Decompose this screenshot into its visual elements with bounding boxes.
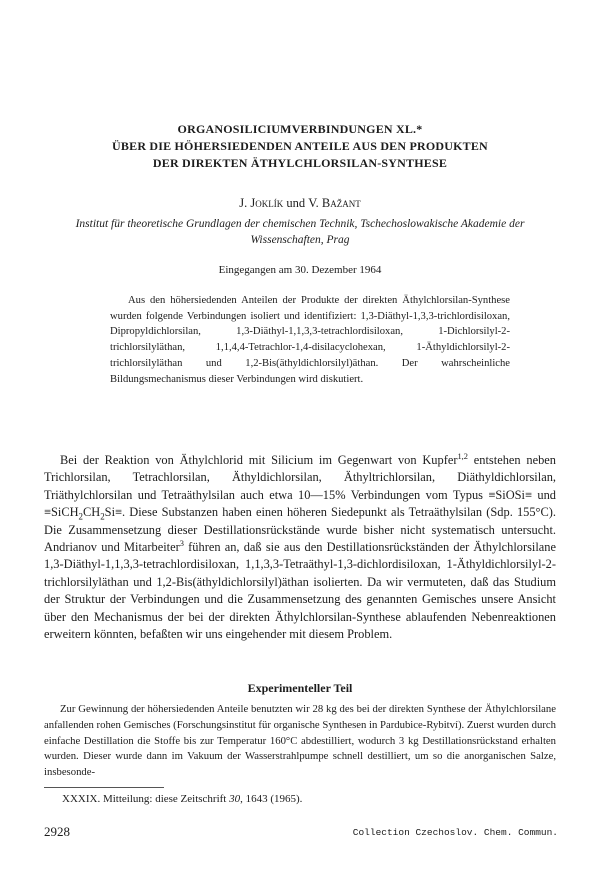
journal-name: Collection Czechoslov. Chem. Commun.: [352, 827, 558, 838]
body-text-b: entstehen neben Trichlorsilan, Tetrachlorsilan, Äthyldichlorsilan, Äthyltrichlorsilan, Diäthyldichlorsilan, Triäthylchlorsilan und Tetraäthylsilan auch etwa 10—15% Verbindungen vom Typus ≡SiOSi≡ und ≡SiCH: [44, 453, 556, 520]
subscript-2a: 2: [78, 511, 83, 522]
author-connector: und: [286, 196, 306, 210]
authors: [40, 196, 560, 211]
body-paragraph: [44, 452, 556, 643]
body-text-a: Bei der Reaktion von Äthylchlorid mit Silicium im Gegenwart von Kupfer: [60, 453, 458, 467]
citation-1-2: 1,2: [457, 450, 468, 461]
author-2: V. Bažant: [308, 196, 361, 210]
section-heading: Experimenteller Teil: [247, 681, 353, 695]
experimental-paragraph: Zur Gewinnung der höhersiedenden Anteile benutzten wir 28 kg des bei der direkten Synthese der Äthylchlorsilane anfallenden rohen Gemisches (Forschungsinstitut für organische Synthesen in Pardubice-Rybitví). Zuerst wurden durch einfache Destillation die Stoffe bis zur Temperatur 160°C abdestilliert, wodurch 3 kg Destillationsrückstand erhalten wurden. Dieser wurde dann im Vakuum der Wasserstrahlpumpe schnell destilliert, um so die anorganischen Salze, insbesonde-: [44, 703, 556, 779]
footnote-volume: 30: [229, 793, 241, 805]
body-text-e: führen an, daß sie aus den Destillationsrückständen der Äthylchlorsilane 1,3-Diäthyl-1,1,3,3-tetrachlordisiloxan, 1,1,3,3-Tetraäthyl-1,3-dichlordisiloxan, 1-Äthyldichlorsilyl-2-trichlorsilyläthan und 1,2-Bis(äthyldichlorsilyl)äthan isolierten. Da wir vermuteten, daß das Studium der Struktur der Verbindungen und die Zusammensetzung des genannten Gemisches unsere Ansicht über den Mechanismus der bei der direkten Äthylchlorsilan-Synthese ablaufenden Nebenreaktionen erweitern könnten, befaßten wir uns eingehender mit diesem Problem.: [44, 540, 556, 642]
author-1: J. Joklík: [239, 196, 284, 210]
footnote-rule: [44, 787, 164, 788]
affiliation: Institut für theoretische Grundlagen der chemischen Technik, Tschechoslowakische Akademie der Wissenschaften, Prag: [75, 218, 525, 246]
body-text-d: Si≡. Diese Substanzen haben einen höheren Siedepunkt als Tetraäthylsilan (Sdp. 155°C). Die Zusammensetzung dieser Destillationsrückstände wurde bisher nicht systematisch untersucht. Andrianov und Mitarbeiter: [44, 505, 556, 555]
abstract: Aus den höhersiedenden Anteilen der Produkte der direkten Äthylchlorsilan-Synthese wurden folgende Verbindungen isoliert und identifiziert: 1,3-Diäthyl-1,3,3-trichlordisiloxan, Dipropyldichlorsilan, 1,3-Diäthyl-1,1,3,3-tetrachlordisiloxan, 1-Dichlorsilyl-2-trichlorsilyläthan, 1,1,4,4-Tetrachlor-1,4-disilacyclohexan, 1-Äthyldichlorsilyl-2-trichlorsilyläthan und 1,2-Bis(äthyldichlorsilyl)äthan. Der wahrscheinliche Bildungsmechanismus dieser Verbindungen wird diskutiert.: [110, 295, 510, 385]
article-title: [40, 121, 560, 172]
footnote: [62, 793, 552, 805]
page-number: 2928: [44, 824, 70, 839]
received-date: Eingegangen am 30. Dezember 1964: [218, 264, 382, 276]
title-line-3: DER DIREKTEN ÄTHYLCHLORSILAN-SYNTHESE: [152, 156, 448, 170]
title-line-2: ÜBER DIE HÖHERSIEDENDEN ANTEILE AUS DEN PRODUKTEN: [112, 139, 488, 153]
footnote-text-a: XXXIX. Mitteilung: diese Zeitschrift: [62, 793, 230, 805]
title-line-1: ORGANOSILICIUMVERBINDUNGEN XL.*: [177, 122, 423, 136]
subscript-2b: 2: [100, 511, 105, 522]
body-text-c: CH: [83, 505, 101, 520]
citation-3: 3: [179, 537, 184, 548]
footnote-text-b: , 1643 (1965).: [240, 793, 303, 805]
